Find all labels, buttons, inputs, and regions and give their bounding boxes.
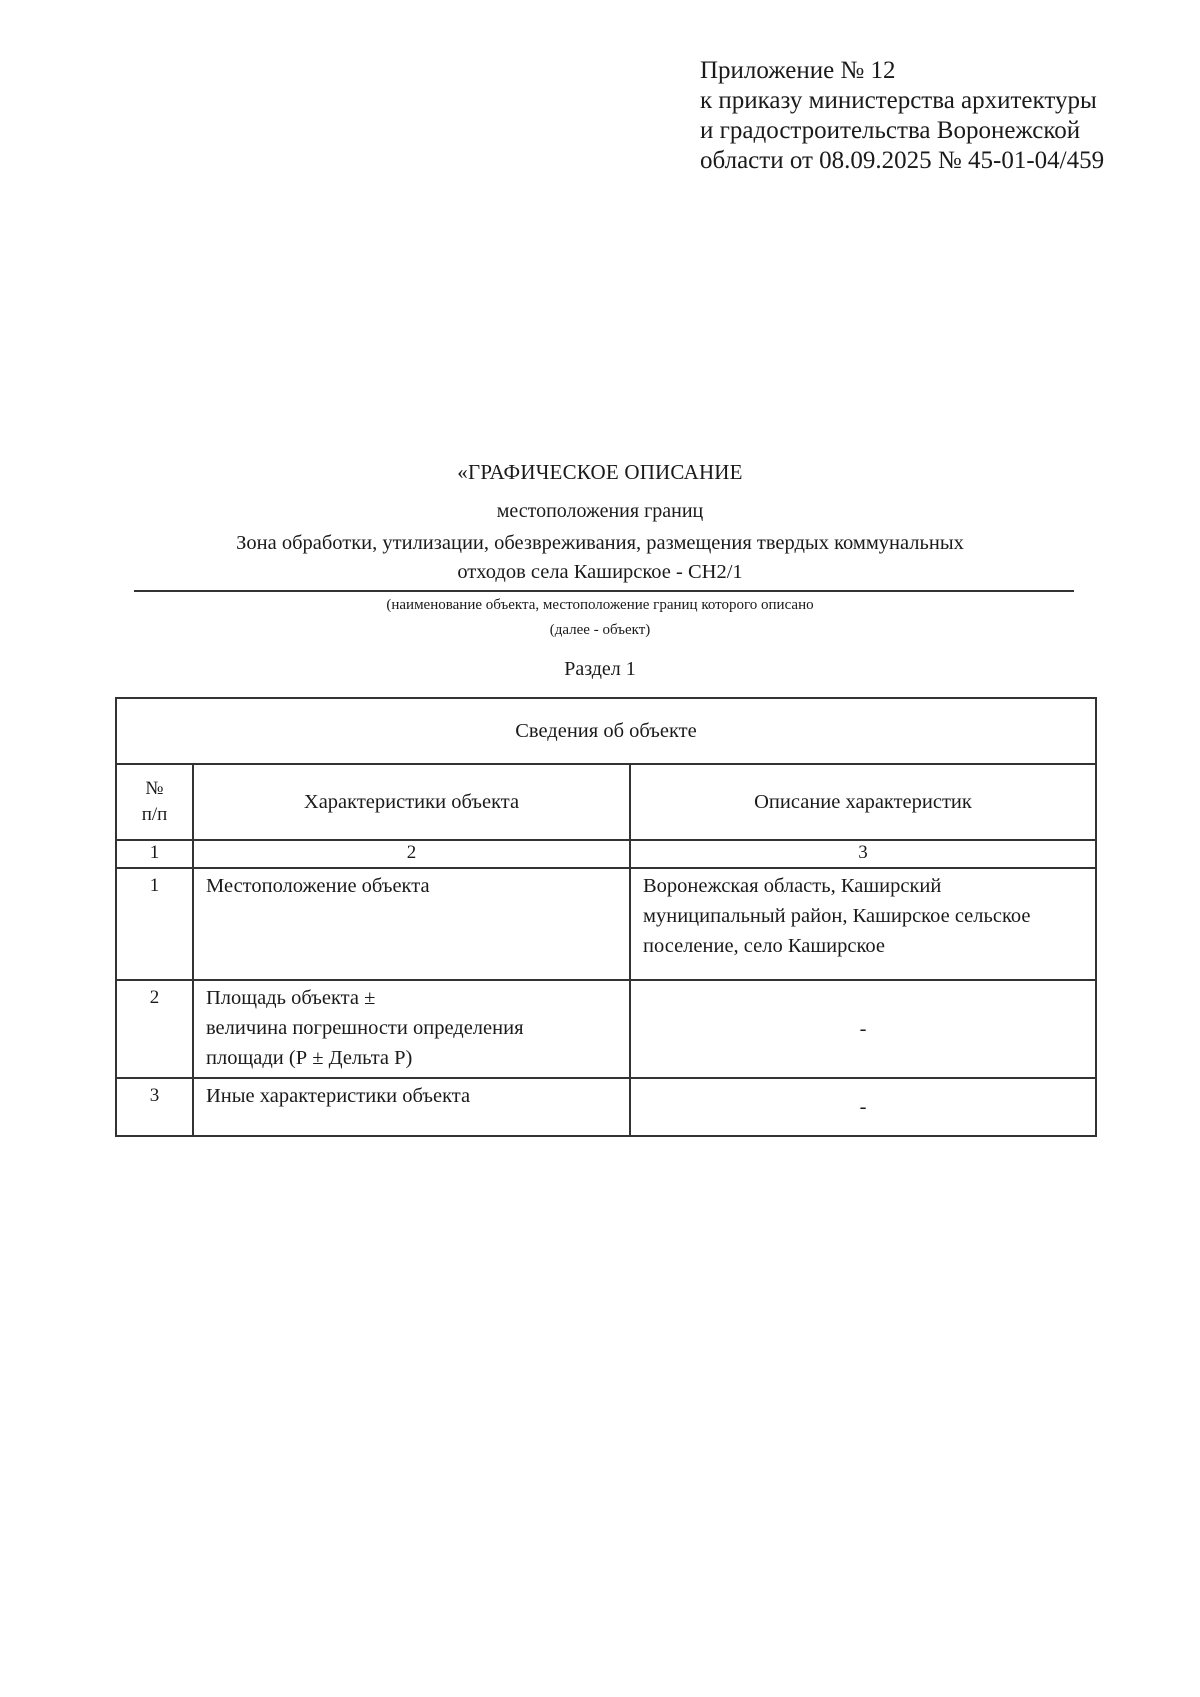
- row-number: 2: [116, 980, 193, 1078]
- table-caption: Сведения об объекте: [116, 698, 1096, 764]
- document-subtitle: местоположения границ: [496, 500, 704, 522]
- header-number: [116, 764, 193, 840]
- column-index: 2: [193, 840, 630, 868]
- table-row: [116, 1078, 1096, 1136]
- object-info-table: [115, 697, 1097, 1137]
- header-description: Описание характеристик: [630, 764, 1096, 840]
- object-name-line: отходов села Каширское - СН2/1: [457, 561, 743, 583]
- table-caption-row: [116, 698, 1096, 764]
- object-name-line: Зона обработки, утилизации, обезвреживания, размещения твердых коммунальных: [236, 532, 964, 554]
- row-number: 3: [116, 1078, 193, 1136]
- row-characteristic: Местоположение объекта: [193, 868, 630, 980]
- row-characteristic: Иные характеристики объекта: [193, 1078, 630, 1136]
- row-description: -: [630, 980, 1096, 1078]
- table-row: [116, 868, 1096, 980]
- row-description: -: [630, 1078, 1096, 1136]
- appendix-number: Приложение № 12: [700, 57, 896, 84]
- section-label: Раздел 1: [564, 658, 636, 680]
- appendix-ministry-line: и градостроительства Воронежской: [700, 117, 1081, 144]
- object-name-underline: [134, 590, 1074, 592]
- appendix-date-line: области от 08.09.2025 № 45-01-04/459: [700, 147, 1105, 174]
- header-number-sign: №: [145, 778, 164, 799]
- document-title: «ГРАФИЧЕСКОЕ ОПИСАНИЕ: [457, 460, 743, 484]
- column-index-row: [116, 840, 1096, 868]
- row-characteristic: [193, 980, 630, 1078]
- appendix-order-line: к приказу министерства архитектуры: [700, 87, 1097, 114]
- row-description: Воронежская область, Каширский муниципальный район, Каширское сельское поселение, село Каширское: [630, 868, 1096, 980]
- row-number: 1: [116, 868, 193, 980]
- header-number-label: п/п: [141, 804, 168, 825]
- table-header-row: [116, 764, 1096, 840]
- row-characteristic-line: площади (Р ± Дельта Р): [206, 1047, 413, 1069]
- column-index: 1: [116, 840, 193, 868]
- row-characteristic-line: Площадь объекта ±: [206, 987, 376, 1009]
- header-characteristic: Характеристики объекта: [193, 764, 630, 840]
- row-characteristic-line: величина погрешности определения: [206, 1017, 524, 1039]
- column-index: 3: [630, 840, 1096, 868]
- appendix-reference: [700, 56, 1180, 176]
- table-row: [116, 980, 1096, 1078]
- object-name-caption: (наименование объекта, местоположение границ которого описано: [386, 597, 814, 613]
- object-name-caption-note: (далее - объект): [549, 622, 651, 638]
- object-name: [150, 529, 1050, 587]
